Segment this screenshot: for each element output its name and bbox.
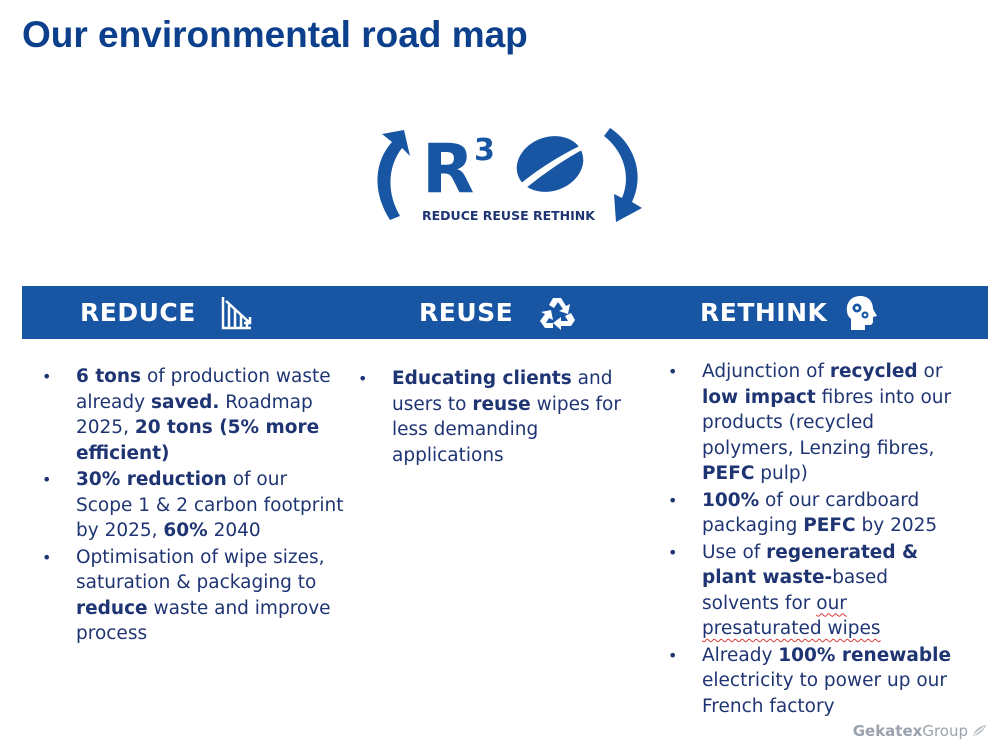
rethink-header bbox=[700, 286, 879, 339]
bullet-text-segment: 100% renewable bbox=[778, 644, 951, 666]
bullet-text-segment: electricity to power up our French factory bbox=[702, 670, 947, 717]
head-gears-icon bbox=[845, 295, 879, 331]
reuse-column bbox=[358, 366, 648, 469]
logo-superscript: 3 bbox=[474, 133, 495, 168]
bullet-text-segment: 2040 bbox=[207, 520, 261, 541]
bullet-text-segment: Educating clients bbox=[392, 368, 572, 389]
declining-chart-icon bbox=[220, 295, 254, 331]
bullet-item bbox=[42, 364, 347, 466]
bullet-text-segment: pulp) bbox=[754, 463, 808, 484]
rethink-list bbox=[668, 359, 968, 719]
bullet-item bbox=[668, 359, 968, 487]
bullet-text-segment: saved. bbox=[150, 391, 220, 413]
bullet-text-segment: and users to bbox=[392, 368, 613, 415]
reduce-column bbox=[42, 364, 347, 648]
bullet-text-segment: fibres into our products (recycled polymers, Lenzing fibres, bbox=[702, 386, 952, 459]
reuse-list bbox=[358, 366, 648, 468]
reduce-header bbox=[80, 286, 254, 339]
category-header-band bbox=[22, 286, 988, 339]
bullet-text-segment: reuse bbox=[472, 393, 531, 415]
bullet-text-segment: 20 tons (5% more efficient) bbox=[76, 417, 320, 464]
bullet-text-segment: 30% reduction bbox=[76, 469, 227, 490]
bullet-text-segment: based solvents for bbox=[702, 567, 889, 614]
bullet-text-segment: 6 tons bbox=[76, 366, 142, 387]
bullet-item bbox=[668, 488, 968, 539]
r3-logo bbox=[360, 122, 652, 230]
bullet-text-segment: Already bbox=[702, 644, 779, 666]
bullet-text-segment: Adjunction of bbox=[702, 361, 830, 382]
bullet-text-segment: of our Scope 1 & 2 carbon footprint by 2025, bbox=[76, 469, 344, 541]
page-title: Our environmental road map bbox=[22, 14, 528, 55]
bullet-text-segment: or bbox=[917, 361, 943, 382]
rethink-header-label: RETHINK bbox=[700, 298, 828, 327]
footer-brand bbox=[853, 722, 987, 740]
bullet-text-segment: 60% bbox=[163, 520, 208, 541]
bullet-text-segment: of our cardboard packaging bbox=[702, 489, 920, 536]
bullet-text-segment: PEFC bbox=[702, 463, 755, 484]
left-curved-arrow-icon bbox=[377, 130, 410, 220]
bullet-text-segment: PEFC bbox=[803, 515, 856, 536]
bullet-item bbox=[668, 643, 968, 720]
bullet-text-segment: low impact bbox=[702, 386, 816, 408]
reuse-header-label: REUSE bbox=[419, 298, 514, 327]
reuse-header bbox=[419, 286, 577, 339]
logo-tagline: REDUCE REUSE RETHINK bbox=[422, 208, 595, 223]
reduce-header-label: REDUCE bbox=[80, 298, 196, 327]
footer-brand-group: Group bbox=[922, 722, 968, 740]
logo-r: R bbox=[422, 130, 475, 209]
rethink-column bbox=[668, 359, 968, 720]
bullet-text-segment: recycled bbox=[829, 361, 918, 382]
leaf-emblem-icon bbox=[509, 127, 591, 201]
bullet-text-segment: our presaturated wipes bbox=[702, 592, 881, 639]
bullet-text-segment: regenerated & plant waste- bbox=[702, 541, 919, 588]
recycle-icon bbox=[537, 295, 577, 331]
bullet-item bbox=[42, 545, 347, 647]
bullet-text-segment: Use of bbox=[702, 541, 767, 563]
bullet-text-segment: of production waste already bbox=[76, 366, 331, 413]
bullet-text-segment: 100% bbox=[702, 489, 760, 511]
footer-brand-name: Gekatex bbox=[852, 722, 923, 740]
bullet-text-segment: by 2025 bbox=[855, 515, 938, 536]
bullet-item bbox=[668, 540, 968, 642]
bullet-item bbox=[42, 467, 347, 544]
bullet-item bbox=[358, 366, 648, 468]
bullet-text-segment: Roadmap 2025, bbox=[76, 391, 313, 438]
reduce-list bbox=[42, 364, 347, 647]
bullet-text-segment: reduce bbox=[76, 597, 148, 619]
bullet-text-segment: wipes for less demanding applications bbox=[392, 393, 621, 466]
brand-leaf-icon bbox=[971, 724, 987, 738]
bullet-text-segment: Optimisation of wipe sizes, saturation & packaging to bbox=[76, 546, 325, 593]
right-curved-arrow-icon bbox=[604, 128, 642, 222]
bullet-text-segment: waste and improve process bbox=[76, 597, 331, 644]
